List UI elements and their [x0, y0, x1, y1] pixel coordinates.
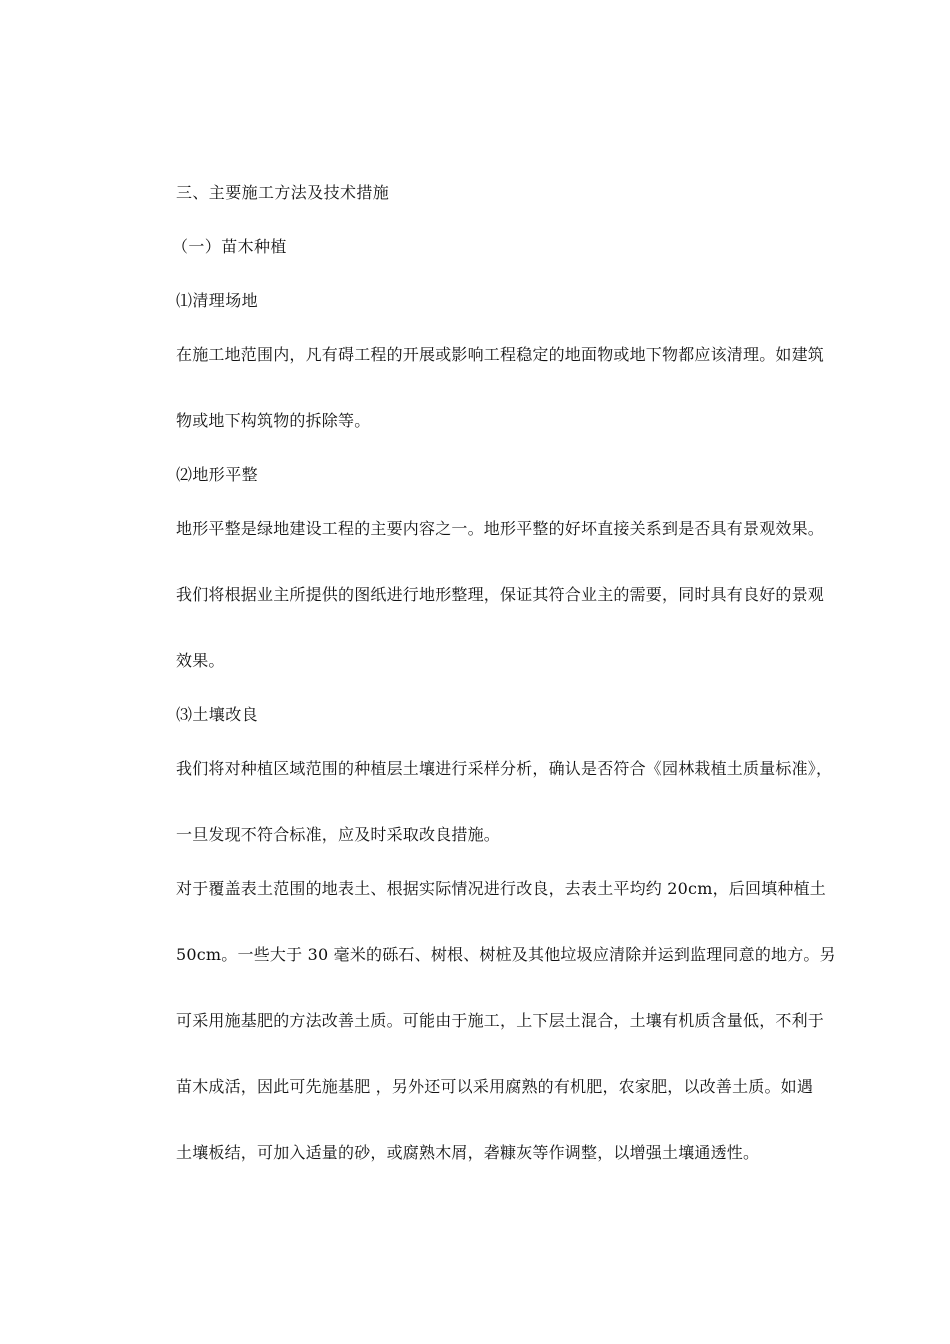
- paragraph-line: 50cm。一些大于 30 毫米的砾石、树根、树桩及其他垃圾应清除并运到监理同意的地方。另: [176, 945, 836, 964]
- paragraph-line: 效果。: [176, 651, 225, 670]
- paragraph-line: 可采用施基肥的方法改善土质。可能由于施工，上下层土混合，土壤有机质含量低，不利于: [176, 1011, 825, 1030]
- paragraph-line: 物或地下构筑物的拆除等。: [176, 411, 371, 430]
- item-heading-soil-improvement: ⑶土壤改良: [176, 705, 259, 724]
- item-heading-terrain-leveling: ⑵地形平整: [176, 465, 259, 484]
- paragraph-line: 在施工地范围内，凡有碍工程的开展或影响工程稳定的地面物或地下物都应该清理。如建筑: [176, 345, 825, 364]
- section-title: 三、主要施工方法及技术措施: [176, 183, 390, 202]
- paragraph-line: 一旦发现不符合标准，应及时采取改良措施。: [176, 825, 501, 844]
- paragraph-line: 对于覆盖表土范围的地表土、根据实际情况进行改良，去表土平均约 20cm，后回填种植土: [176, 879, 826, 898]
- paragraph-line: 我们将根据业主所提供的图纸进行地形整理，保证其符合业主的需要，同时具有良好的景观: [176, 585, 825, 604]
- item-heading-clear-site: ⑴清理场地: [176, 291, 259, 310]
- paragraph-line: 苗木成活，因此可先施基肥 ，另外还可以采用腐熟的有机肥，农家肥，以改善土质。如遇: [176, 1077, 814, 1096]
- paragraph-line: 土壤板结，可加入适量的砂，或腐熟木屑，砻糠灰等作调整，以增强土壤通透性。: [176, 1143, 760, 1162]
- subsection-title: （一）苗木种植: [172, 237, 287, 256]
- paragraph-line: 我们将对种植区域范围的种植层土壤进行采样分析，确认是否符合《园林栽植土质量标准》，: [176, 759, 833, 778]
- paragraph-line: 地形平整是绿地建设工程的主要内容之一。地形平整的好坏直接关系到是否具有景观效果。: [176, 519, 825, 538]
